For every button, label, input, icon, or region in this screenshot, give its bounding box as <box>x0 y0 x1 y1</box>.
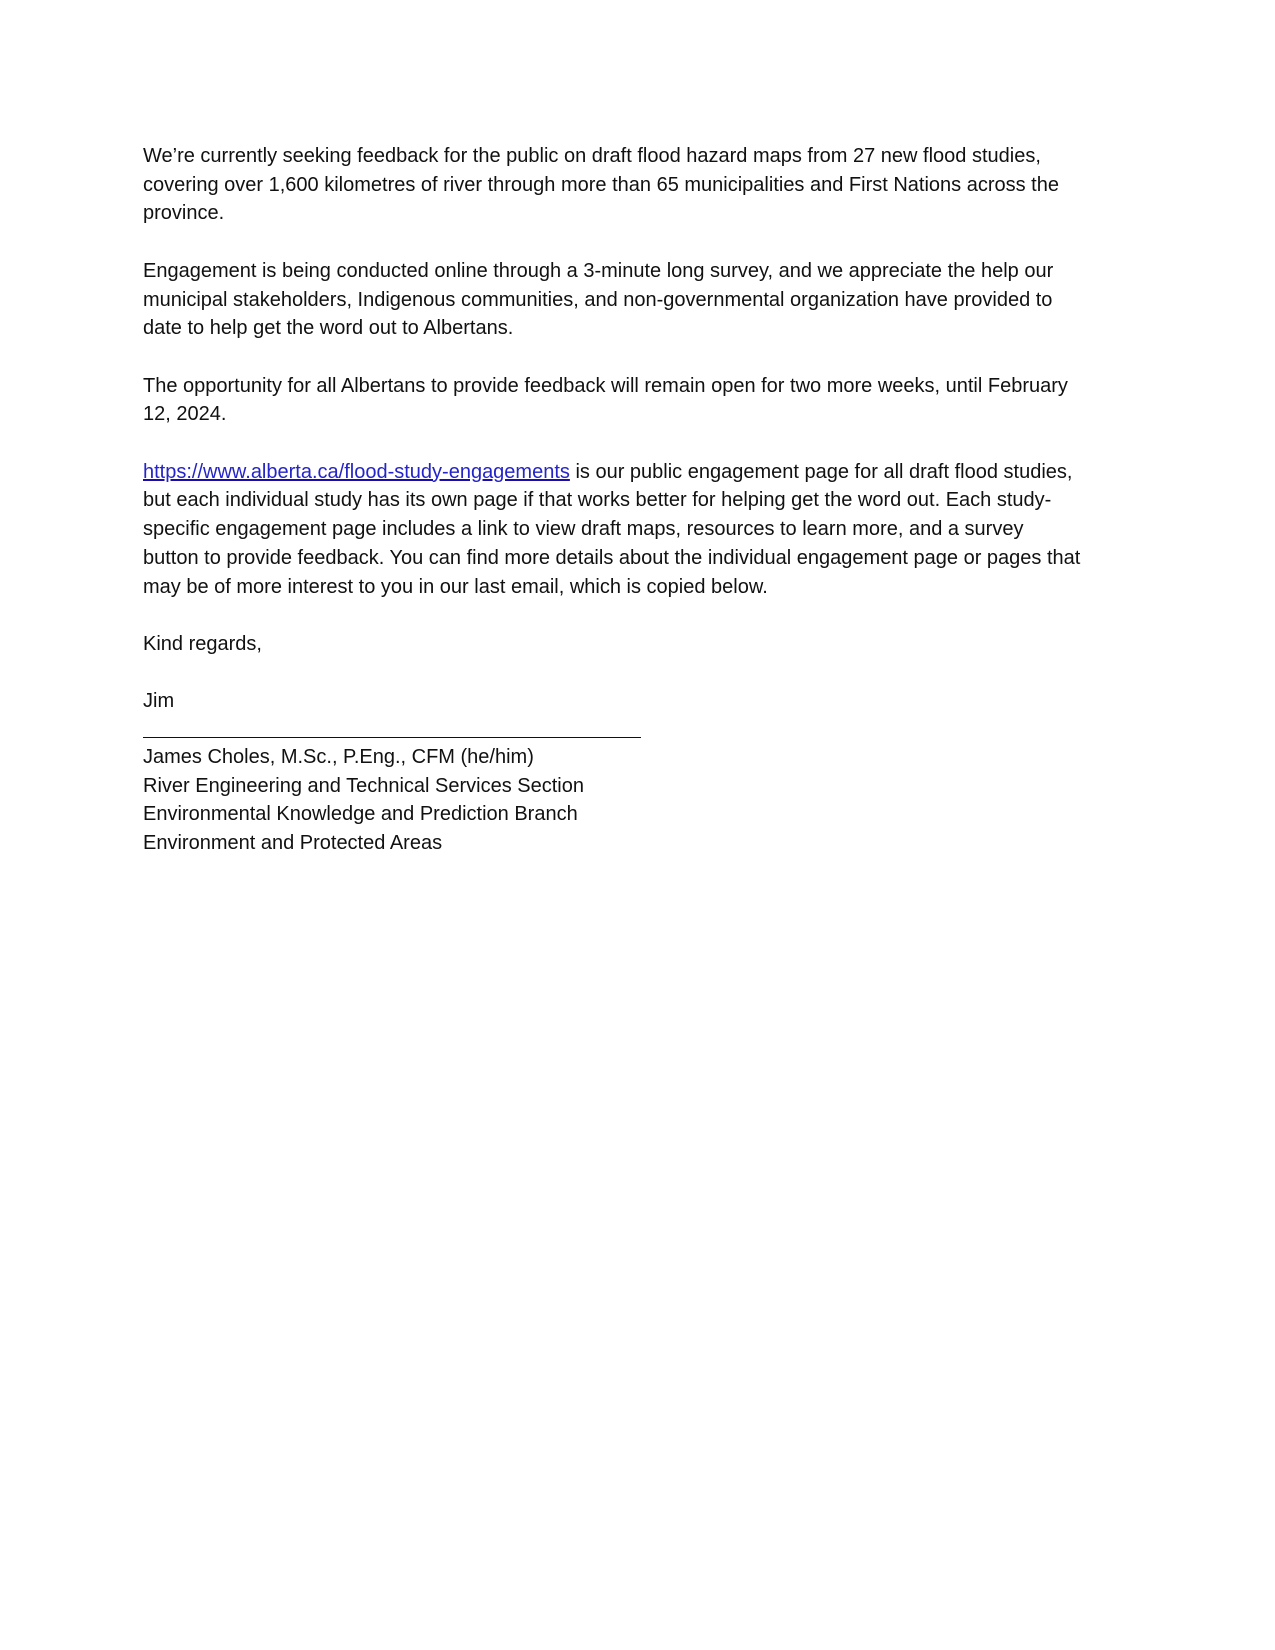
signature-block <box>143 743 1083 858</box>
sender-short-name: Jim <box>143 690 175 713</box>
paragraph-engagement-page <box>143 458 1083 602</box>
signature-branch: Environmental Knowledge and Prediction Branch <box>143 803 578 826</box>
paragraph-deadline: The opportunity for all Albertans to provide feedback will remain open for two more weeks, until February 12, 2024. <box>143 374 1068 426</box>
email-body <box>143 142 1083 858</box>
paragraph-intro: We’re currently seeking feedback for the public on draft flood hazard maps from 27 new flood studies, covering over 1,600 kilometres of river through more than 65 municipalities and First Nations across the province. <box>143 145 1059 225</box>
engagement-page-description: is our public engagement page for all draft flood studies, but each individual study has its own page if that works better for helping get the word out. Each study-specific engagement page includes a link to view draft maps, resources to learn more, and a survey button to provide feedback. You can find more details about the individual engagement page or pages that may be of more interest to you in our last email, which is copied below. <box>143 460 1081 598</box>
signature-ministry: Environment and Protected Areas <box>143 832 443 855</box>
signature-section: River Engineering and Technical Services Section <box>143 774 584 797</box>
signature-name: James Choles, M.Sc., P.Eng., CFM (he/him) <box>143 745 534 768</box>
closing-line: Kind regards, <box>143 632 262 655</box>
engagement-page-link[interactable]: https://www.alberta.ca/flood-study-engagements <box>143 460 570 483</box>
paragraph-engagement: Engagement is being conducted online through a 3-minute long survey, and we appreciate the help our municipal stakeholders, Indigenous communities, and non-governmental organization have provided to date to help get the word out to Albertans. <box>143 259 1054 340</box>
signature-divider <box>143 737 641 738</box>
